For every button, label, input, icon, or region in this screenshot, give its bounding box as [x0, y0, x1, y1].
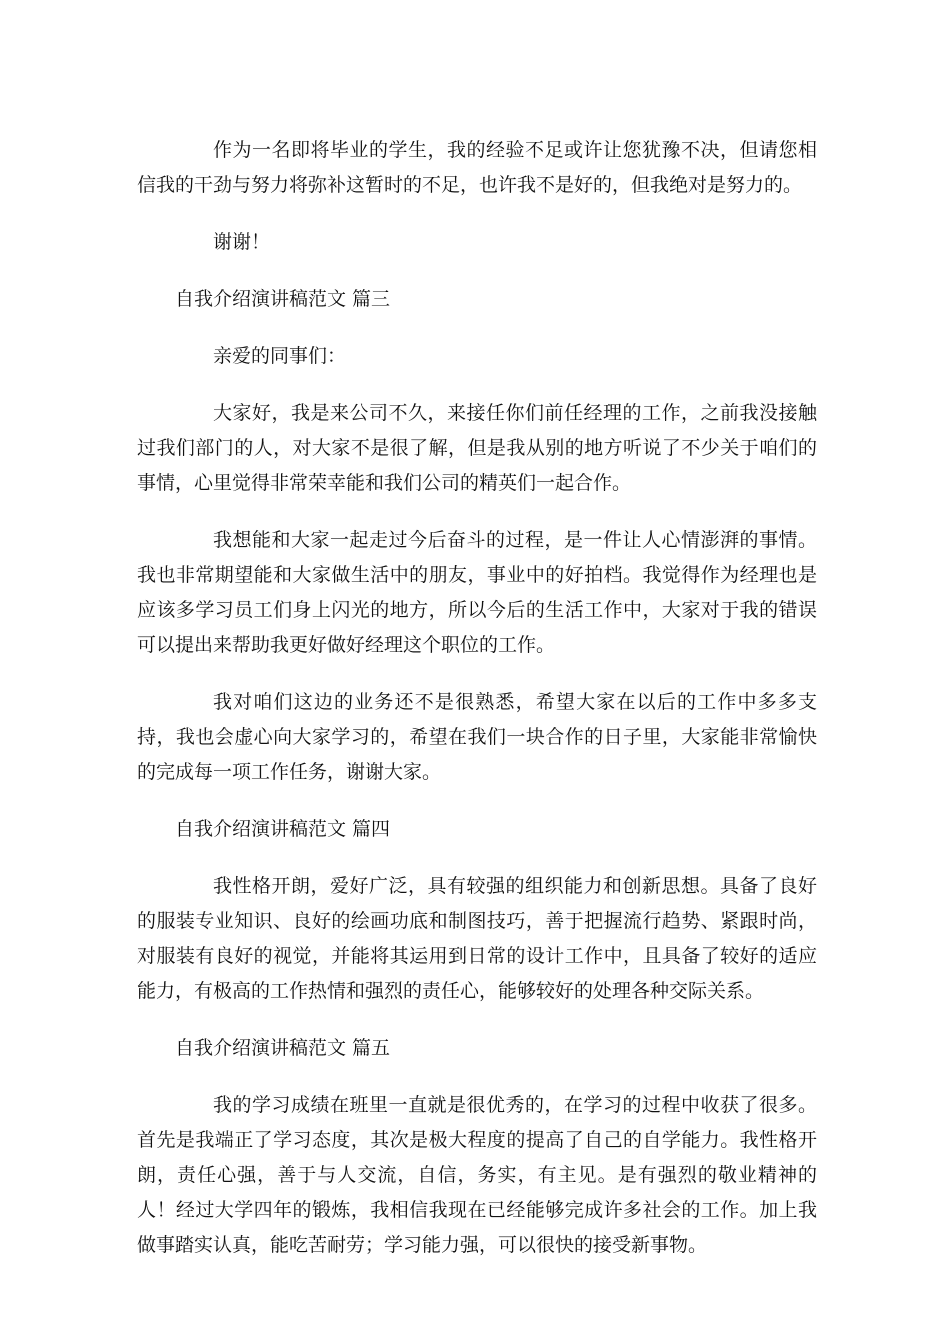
section-heading-part-five: 自我介绍演讲稿范文 篇五: [175, 1037, 391, 1059]
paragraph-gap: [137, 847, 817, 869]
paragraph-gap: [137, 663, 817, 685]
section-heading-part-three: 自我介绍演讲稿范文 篇三: [175, 288, 391, 310]
paragraph-gap: [137, 1066, 817, 1088]
section-heading-part-four: 自我介绍演讲稿范文 篇四: [175, 818, 391, 840]
paragraph-gap: [137, 260, 817, 282]
paragraph-gap: [137, 317, 817, 339]
paragraph-hopes: 我想能和大家一起走过今后奋斗的过程，是一件让人心情澎湃的事情。我也非常期望能和大家做生活中的朋友，事业中的好拍档。我觉得作为经理也是应该多学习员工们身上闪光的地方，所以今后的生活工作中，大家对于我的错误可以提出来帮助我更好做好经理这个职位的工作。: [137, 529, 817, 656]
paragraph-gap: [137, 203, 817, 225]
paragraph-academics: 我的学习成绩在班里一直就是很优秀的，在学习的过程中收获了很多。首先是我端正了学习态度，其次是极大程度的提高了自己的自学能力。我性格开朗，责任心强，善于与人交流，自信，务实，有主见。是有强烈的敬业精神的人！经过大学四年的锻炼，我相信我现在已经能够完成许多社会的工作。加上我做事踏实认真，能吃苦耐劳；学习能力强，可以很快的接受新事物。: [137, 1094, 817, 1256]
paragraph-support: 我对咱们这边的业务还不是很熟悉，希望大家在以后的工作中多多支持，我也会虚心向大家学习的，希望在我们一块合作的日子里，大家能非常愉快的完成每一项工作任务，谢谢大家。: [137, 691, 817, 783]
paragraph-personality: 我性格开朗，爱好广泛，具有较强的组织能力和创新思想。具备了良好的服装专业知识、良好的绘画功底和制图技巧，善于把握流行趋势、紧跟时尚，对服装有良好的视觉，并能将其运用到日常的设计工作中，且具备了较好的适应能力，有极高的工作热情和强烈的责任心，能够较好的处理各种交际关系。: [137, 875, 817, 1002]
paragraph-greeting: 亲爱的同事们：: [213, 345, 347, 367]
paragraph-gap: [137, 1009, 817, 1031]
paragraph-gap: [137, 374, 817, 396]
document-body: [137, 133, 817, 1263]
paragraph-closing-statement: 作为一名即将毕业的学生，我的经验不足或许让您犹豫不决，但请您相信我的干劲与努力将弥补这暂时的不足，也许我不是好的，但我绝对是努力的。: [137, 139, 817, 196]
paragraph-gap: [137, 501, 817, 523]
paragraph-gap: [137, 790, 817, 812]
paragraph-introduction: 大家好，我是来公司不久，来接任你们前任经理的工作，之前我没接触过我们部门的人，对大家不是很了解，但是我从别的地方听说了不少关于咱们的事情，心里觉得非常荣幸能和我们公司的精英们一起合作。: [137, 402, 817, 494]
paragraph-thanks: 谢谢！: [213, 231, 271, 253]
